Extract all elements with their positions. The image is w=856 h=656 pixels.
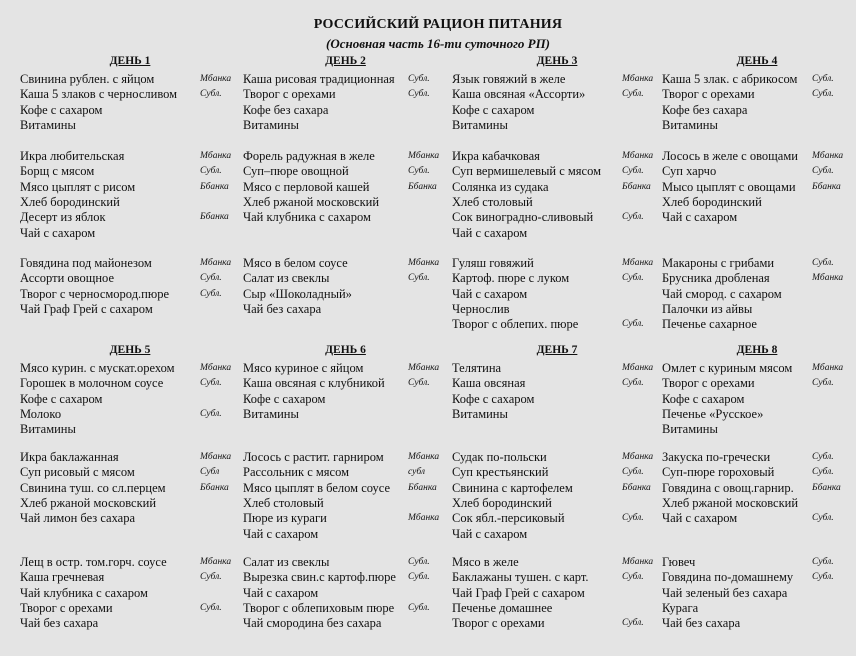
menu-item-packaging: Субл. [622,378,644,389]
menu-item-packaging: Мбанка [622,258,654,268]
day-heading: ДЕНЬ 6 [325,344,366,356]
menu-item-packaging: Мбанка [200,258,232,268]
menu-item-packaging: Субл. [812,452,834,462]
menu-item-name: Говядина по-домашнему [662,570,794,585]
menu-item-packaging: Мбанка [408,151,440,161]
menu-item-packaging: Субл. [812,166,834,177]
menu-item-name: Палочки из айвы [662,301,753,316]
menu-item-name: Творог с черносмород.пюре [20,286,169,301]
day-heading: ДЕНЬ 2 [325,55,366,67]
menu-item-name: Хлеб ржаной московский [243,194,380,209]
menu-item-packaging: субл [408,467,426,478]
menu-item-name: Лосось с растит. гарниром [243,450,384,464]
menu-item-packaging: Субл. [200,166,222,177]
menu-item-name: Гювеч [662,555,696,569]
menu-item-packaging: Ббанка [408,181,437,192]
menu-item-name: Каша овсяная [452,376,526,391]
menu-item-packaging: Субл. [812,513,834,524]
menu-item-name: Хлеб столовый [452,194,533,209]
menu-item-name: Суп крестьянский [452,465,549,480]
menu-item-packaging: Ббанка [200,181,229,192]
menu-item-packaging: Субл. [408,89,430,100]
menu-item-packaging: Субл. [200,572,222,583]
menu-item-name: Мясо с перловой кашей [243,179,370,194]
menu-item-name: Хлеб бородинский [662,194,762,209]
menu-item-name: Каша 5 злаков с черносливом [20,87,178,102]
menu-item-packaging: Субл. [408,602,430,613]
menu-item-name: Говядина с овощ.гарнир. [662,480,794,495]
menu-item-name: Кофе без сахара [243,102,329,117]
menu-item-packaging: Субл. [408,273,430,284]
menu-item-packaging: Субл. [812,378,834,389]
menu-item-packaging: Мбанка [622,363,654,373]
menu-item-name: Творог с облепих. пюре [452,317,579,332]
menu-item-packaging: Субл. [622,572,644,583]
menu-item-name: Телятина [452,361,502,375]
menu-item-name: Чай Граф Грей с сахаром [452,585,585,600]
menu-item-name: Чай с сахаром [243,526,319,541]
menu-item-name: Омлет с куриным мясом [662,361,793,375]
menu-item-packaging: Мбанка [812,363,844,373]
menu-item-packaging: Субл. [408,166,430,177]
menu-item-name: Творог с облепиховым пюре [243,600,395,615]
menu-item-packaging: Мбанка [408,452,440,462]
menu-item-packaging: Субл. [812,74,834,84]
menu-item-packaging: Субл. [408,572,430,583]
menu-item-name: Кофе с сахаром [20,391,103,406]
menu-item-name: Витамины [452,117,508,132]
menu-item-packaging: Ббанка [812,181,841,192]
menu-item-name: Чай с сахаром [662,511,738,526]
menu-item-name: Чай без сахара [662,616,741,631]
menu-item-name: Чай зеленый без сахара [662,585,788,600]
menu-item-packaging: Мбанка [200,452,232,462]
menu-item-packaging: Субл. [408,557,430,567]
menu-item-name: Суп вермишелевый с мясом [452,164,602,179]
page-title: РОССИЙСКИЙ РАЦИОН ПИТАНИЯ [313,17,563,32]
menu-item-name: Судак по-польски [452,450,547,464]
menu-item-name: Хлеб бородинский [20,194,120,209]
menu-item-name: Витамины [662,117,718,132]
menu-item-name: Чернослив [452,301,510,316]
menu-item-packaging: Субл. [812,557,834,567]
day-heading: ДЕНЬ 8 [736,344,778,356]
menu-item-name: Каша 5 злак. с абрикосом [662,72,798,86]
menu-item-name: Суп-пюре гороховый [662,465,775,480]
menu-item-name: Чай без сахара [20,616,99,631]
menu-item-name: Кофе с сахаром [452,391,535,406]
menu-item-packaging: Субл. [408,378,430,389]
menu-item-packaging: Субл. [200,602,222,613]
menu-item-packaging: Субл. [622,166,644,177]
menu-item-packaging: Ббанка [200,212,229,223]
menu-item-name: Лещ в остр. том.горч. соусе [20,555,167,569]
day-heading: ДЕНЬ 4 [736,55,778,67]
menu-item-name: Вырезка свин.с картоф.пюре [243,570,396,585]
menu-item-name: Говядина под майонезом [20,256,152,270]
menu-item-name: Сыр «Шоколадный» [243,286,352,301]
menu-item-name: Творог с орехами [662,376,755,391]
menu-item-name: Молоко [20,406,62,421]
menu-item-name: Чай лимон без сахара [20,511,136,526]
menu-item-name: Чай смородина без сахара [243,616,382,631]
menu-item-name: Чай с сахаром [452,286,528,301]
menu-item-name: Сок виноградно-сливовый [452,210,594,225]
menu-item-name: Витамины [20,422,76,437]
menu-item-packaging: Мбанка [200,151,232,161]
menu-item-name: Свинина рублен. с яйцом [20,72,155,86]
menu-item-name: Каша гречневая [20,570,105,585]
menu-item-packaging: Субл. [622,212,644,223]
menu-item-packaging: Субл. [622,513,644,524]
menu-item-name: Кофе с сахаром [243,391,326,406]
menu-item-name: Солянка из судака [452,179,549,194]
menu-item-name: Лосось в желе с овощами [662,149,798,163]
menu-item-name: Десерт из яблок [20,210,106,225]
menu-item-packaging: Мбанка [200,557,232,567]
menu-item-name: Мясо в белом соусе [243,256,348,270]
menu-item-packaging: Субл. [812,467,834,478]
menu-item-name: Творог с орехами [243,87,336,102]
menu-item-name: Мясо цыплят с рисом [20,179,136,194]
menu-item-name: Свинина туш. со сл.перцем [20,480,166,495]
menu-item-packaging: Субл. [812,258,834,268]
menu-item-name: Чай с сахаром [662,210,738,225]
menu-item-name: Гуляш говяжий [452,256,534,270]
menu-item-packaging: Ббанка [812,482,841,493]
menu-item-name: Чай клубника с сахаром [243,210,371,225]
menu-item-name: Чай с сахаром [20,225,96,240]
menu-item-name: Кофе с сахаром [452,102,535,117]
menu-item-name: Витамины [243,406,299,421]
menu-item-packaging: Субл. [622,467,644,478]
menu-item-name: Мысо цыплят с овощами [662,179,796,194]
menu-item-name: Рассольник с мясом [243,465,349,480]
menu-item-name: Каша овсяная с клубникой [243,376,385,391]
menu-item-name: Витамины [662,422,718,437]
menu-item-name: Мясо куриное с яйцом [243,361,364,375]
menu-item-name: Ассорти овощное [20,271,115,286]
menu-item-name: Икра кабачковая [452,149,540,163]
menu-item-name: Суп харчо [662,164,717,179]
menu-item-name: Чай Граф Грей с сахаром [20,301,153,316]
menu-item-packaging: Ббанка [622,181,651,192]
menu-item-name: Кофе без сахара [662,102,748,117]
menu-item-name: Хлеб ржаной московский [662,495,799,510]
menu-item-name: Сок ябл.-персиковый [452,511,565,526]
menu-item-name: Чай с сахаром [452,526,528,541]
menu-item-name: Творог с орехами [662,87,755,102]
menu-item-packaging: Субл. [622,319,644,330]
menu-item-name: Суп–пюре овощной [243,164,349,179]
menu-item-name: Салат из свеклы [243,555,330,569]
menu-item-name: Чай смород. с сахаром [662,286,782,301]
menu-item-name: Суп рисовый с мясом [20,465,135,480]
menu-item-name: Печенье сахарное [662,317,757,332]
menu-item-name: Чай с сахаром [243,585,319,600]
menu-item-name: Хлеб столовый [243,495,324,510]
menu-item-name: Пюре из кураги [243,511,327,526]
day-heading: ДЕНЬ 1 [109,55,151,67]
menu-item-packaging: Мбанка [408,258,440,268]
menu-item-name: Чай без сахара [243,301,322,316]
menu-item-packaging: Мбанка [622,151,654,161]
menu-item-packaging: Мбанка [200,363,232,373]
menu-item-packaging: Субл. [622,618,644,629]
menu-item-name: Курага [662,600,699,615]
menu-item-packaging: Субл. [200,273,222,284]
menu-item-name: Икра баклажанная [20,450,119,464]
menu-item-name: Картоф. пюре с луком [452,271,570,286]
menu-item-name: Закуска по-гречески [662,450,771,464]
menu-item-name: Кофе с сахаром [20,102,103,117]
menu-item-packaging: Субл. [812,572,834,583]
menu-item-name: Горошек в молочном соусе [20,376,164,391]
menu-item-packaging: Ббанка [200,482,229,493]
menu-item-packaging: Мбанка [812,151,844,161]
menu-item-packaging: Мбанка [408,363,440,373]
menu-item-packaging: Субл. [408,74,430,84]
menu-item-packaging: Ббанка [622,482,651,493]
menu-item-packaging: Мбанка [622,557,654,567]
menu-item-name: Брусника дробленая [662,271,770,286]
menu-item-packaging: Мбанка [622,74,654,84]
day-heading: ДЕНЬ 7 [536,344,578,356]
menu-item-packaging: Субл. [622,89,644,100]
menu-item-name: Кофе с сахаром [662,391,745,406]
menu-item-name: Витамины [452,406,508,421]
menu-item-packaging: Мбанка [408,513,440,524]
menu-item-name: Борщ с мясом [20,164,95,179]
menu-item-name: Печенье домашнее [452,600,553,615]
menu-item-packaging: Ббанка [408,482,437,493]
menu-item-packaging: Субл. [200,89,222,100]
menu-item-name: Хлеб ржаной московский [20,495,157,510]
menu-item-name: Форель радужная в желе [243,149,375,163]
menu-item-packaging: Субл. [200,408,222,419]
day-heading: ДЕНЬ 5 [109,344,151,356]
menu-item-name: Мясо цыплят в белом соусе [243,480,391,495]
menu-item-name: Каша овсяная «Ассорти» [452,87,586,102]
menu-item-packaging: Субл. [622,273,644,284]
menu-item-name: Творог с орехами [452,616,545,631]
menu-item-name: Икра любительская [20,149,125,163]
menu-item-name: Макароны с грибами [662,256,775,270]
menu-item-name: Баклажаны тушен. с карт. [452,570,589,585]
menu-item-name: Витамины [20,117,76,132]
menu-item-name: Чай с сахаром [452,225,528,240]
day-heading: ДЕНЬ 3 [536,55,578,67]
menu-item-packaging: Мбанка [622,452,654,462]
menu-item-packaging: Субл. [812,89,834,100]
menu-item-name: Чай клубника с сахаром [20,585,148,600]
menu-item-packaging: Мбанка [200,74,232,84]
menu-item-name: Мясо курин. с мускат.орехом [20,361,175,375]
menu-item-name: Печенье «Русское» [662,406,764,421]
menu-item-packaging: Субл. [200,378,222,389]
menu-item-name: Свинина с картофелем [452,480,573,495]
menu-item-name: Язык говяжий в желе [452,72,566,86]
page-subtitle: (Основная часть 16-ти суточного РП) [325,36,551,51]
menu-item-name: Мясо в желе [452,555,519,569]
menu-item-packaging: Субл. [200,288,222,299]
menu-item-packaging: Субл [200,467,220,478]
menu-item-name: Витамины [243,117,299,132]
menu-item-name: Салат из свеклы [243,271,330,286]
menu-item-name: Творог с орехами [20,600,113,615]
menu-item-name: Каша рисовая традиционная [243,72,395,86]
menu-item-name: Хлеб бородинский [452,495,552,510]
menu-item-packaging: Мбанка [812,273,844,284]
